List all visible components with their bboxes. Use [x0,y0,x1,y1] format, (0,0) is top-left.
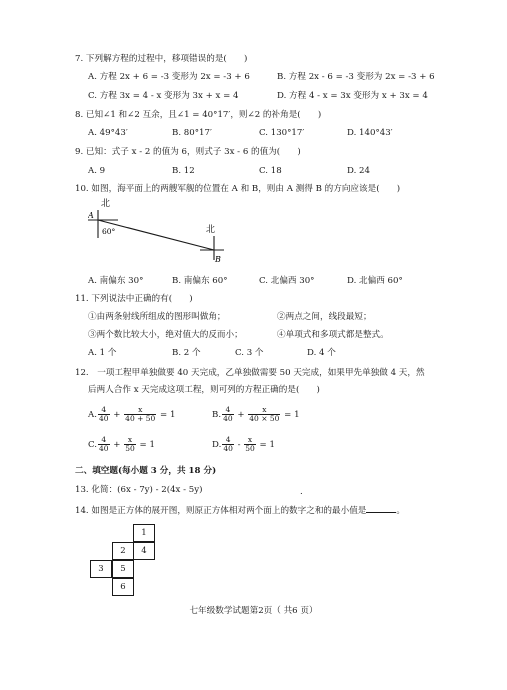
cube-face: 3 [90,560,112,578]
q12-b-num-1: 4 [222,406,234,415]
q12-d-num-2: x [244,436,256,445]
q12-b-fraction-1 [222,406,234,423]
q9-stem: 9. 已知：式子 x - 2 的值为 6，则式子 3x - 6 的值为( ) [75,147,301,157]
q12-d-num-1: 4 [222,436,234,445]
q12-option-d: D. $\frac{4}{40}$ - $\frac{x}{50}$ = 1 [212,435,275,453]
q12-c-den-2: 50 [125,444,135,453]
q12-d-den-2: 50 [245,444,255,453]
q10-option-d: D. 北偏西 60° [347,276,403,286]
q10-option-b: B. 南偏东 60° [172,276,228,286]
q11-option-a: A. 1 个 [88,348,117,358]
north-label-a: 北 [101,199,111,209]
q12-stem-line1: 12. 一项工程甲单独做要 40 天完成，乙单独做需要 50 天完成，如果甲先单独做 4 天，然 [75,368,425,378]
q10-stem: 10. 如图，海平面上的两艘军舰的位置在 A 和 B，则由 A 测得 B 的方向应该是( ) [75,184,401,194]
q12-b-fraction-2 [248,406,280,423]
q11-option-c: C. 3 个 [235,348,264,358]
q12-d-fraction-2 [244,436,256,453]
q12-c-num-1: 4 [98,436,110,445]
line-ab [98,220,214,250]
q12-option-c: C. $\frac{4}{40}$ + $\frac{x}{50}$ = 1 [88,435,155,453]
q7-option-c: C. 方程 3x = 4 - x 变形为 3x + x = 4 [88,91,239,101]
north-label-b: 北 [206,225,216,235]
section-2-heading: 二、填空题(每小题 3 分，共 18 分) [75,466,217,476]
q12-a-num-1: 4 [98,406,110,415]
q12-a-num-2: x [124,406,156,415]
q9-option-a: A. 9 [88,166,106,176]
angle-label: 60° [102,227,116,236]
q10-option-a: A. 南偏东 30° [88,276,144,286]
q10-option-c: C. 北偏西 30° [259,276,315,286]
q8-option-b: B. 80°17′ [172,128,212,138]
q10-ships-figure [88,196,238,268]
q14-stem [75,504,405,517]
q7-option-d: D. 方程 4 - x = 3x 变形为 x + 3x = 4 [277,91,428,101]
q12-a-fraction-1 [98,406,110,423]
q12-c-fraction-1 [98,436,110,453]
q12-c-num-2: x [124,436,136,445]
q8-option-d: D. 140°43′ [347,128,393,138]
q12-c-fraction-2 [124,436,136,453]
q12-option-b: B. $\frac{4}{40}$ + $\frac{x}{40 \times 50}$ = 1 [212,405,300,423]
q11-statement-4: ④单项式和多项式都是整式。 [277,330,389,340]
q12-c-rhs: = 1 [139,440,155,450]
q11-statement-1: ①由两条射线所组成的图形叫做角； [88,312,226,322]
q9-option-b: B. 12 [172,166,195,176]
q11-statement-2: ②两点之间，线段最短； [277,312,372,322]
q8-stem: 8. 已知∠1 和∠2 互余，且∠1 = 40°17′，则∠2 的补角是( ) [75,110,322,120]
q12-d-den-1: 40 [223,444,233,453]
cube-face: 6 [112,578,134,596]
q13-stem: 13. 化简：(6x - 7y) - 2(4x - 5y) [75,485,203,495]
q12-a-den-1: 40 [98,414,109,423]
page-footer: 七年级数学试题第2页（ 共6 页） [189,606,318,616]
q14-stem-text: 14. 如图是正方体的展开图，则原正方体相对两个面上的数字之和的最小值是 [75,506,367,516]
q12-c-den-1: 40 [99,444,109,453]
q9-option-d: D. 24 [347,166,370,176]
q7-option-a: A. 方程 2x + 6 = -3 变形为 2x = -3 + 6 [88,72,250,82]
q14-stem-end: 。 [396,506,406,516]
q11-option-b: B. 2 个 [172,348,201,358]
q11-option-d: D. 4 个 [307,348,336,358]
q7-option-b: B. 方程 2x - 6 = -3 变形为 2x = -3 + 6 [277,72,435,82]
point-label-a: A [88,211,94,220]
q12-option-a: A. $\frac{4}{40}$ + $\frac{x}{40 + 50}$ = 1 [88,405,176,423]
q12-a-label: A. [88,410,97,420]
cube-face: 2 [112,542,134,560]
q12-b-den-2: 40 × 50 [249,414,280,423]
q13-mark: . [300,487,303,497]
point-label-b: B [215,255,221,264]
q8-option-a: A. 49°43′ [88,128,128,138]
q12-b-rhs: = 1 [284,410,300,420]
q8-option-c: C. 130°17′ [259,128,305,138]
q12-a-rhs: = 1 [160,410,176,420]
q12-d-fraction-1 [222,436,234,453]
cube-face: 4 [133,542,155,560]
q7-stem: 7. 下列解方程的过程中，移项错误的是( ) [75,54,248,64]
q12-c-label: C. [88,440,98,450]
cube-face: 1 [133,524,155,542]
q12-a-den-2: 40 + 50 [125,414,156,423]
q14-answer-blank [366,504,396,513]
q11-statement-3: ③两个数比较大小，绝对值大的反而小； [88,330,243,340]
q12-d-rhs: = 1 [259,440,275,450]
cube-face: 5 [112,560,134,578]
q12-b-label: B. [212,410,222,420]
q12-a-fraction-2 [124,406,156,423]
q11-stem: 11. 下列说法中正确的有( ) [75,294,193,304]
q12-b-den-1: 40 [223,414,233,423]
q12-stem-line2: 后两人合作 x 天完成这项工程，则可列的方程正确的是( ) [88,385,320,395]
q12-d-label: D. [212,440,222,450]
q12-b-num-2: x [248,406,280,415]
q9-option-c: C. 18 [259,166,282,176]
